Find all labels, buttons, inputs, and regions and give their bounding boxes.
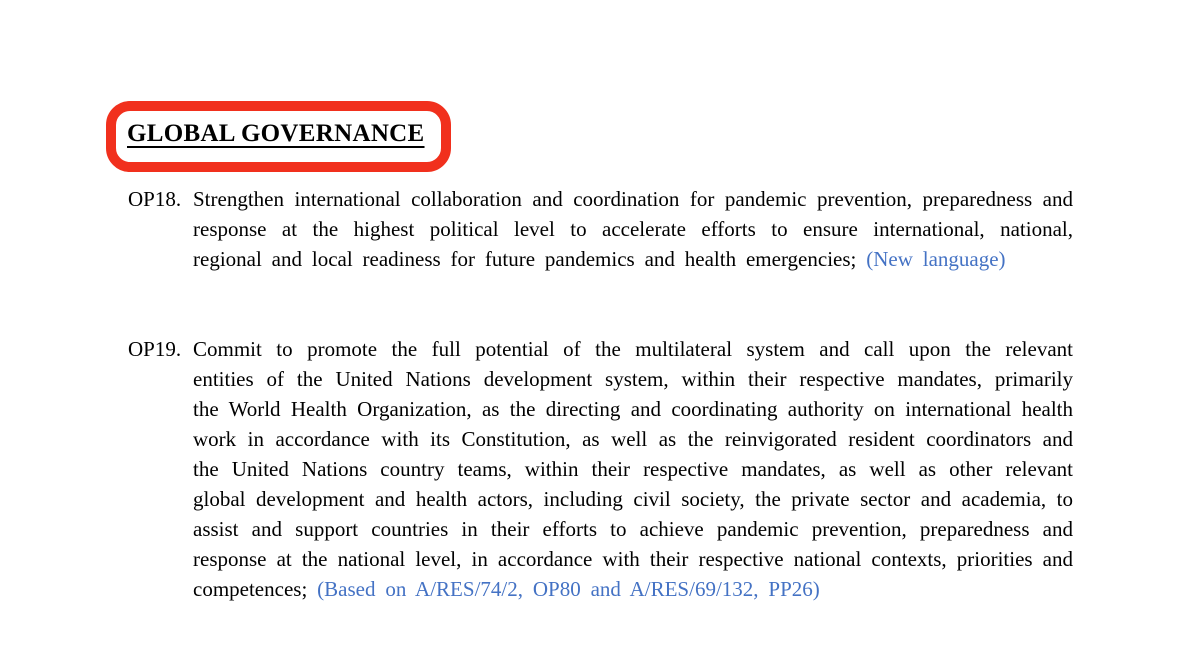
paragraph-op19	[128, 334, 1073, 604]
paragraph-op18-body	[193, 184, 1073, 274]
paragraph-op19-text: Commit to promote the full potential of the multilateral system and call upon the relevant entities of the United Nations development system, within their respective mandates, primarily the World Health Organization, as the directing and coordinating authority on international health work in accordance with its Constitution, as well as the reinvigorated resident coordinators and the United Nations country teams, within their respective mandates, as well as other relevant global development and health actors, including civil society, the private sector and academia, to assist and support countries in their efforts to achieve pandemic prevention, preparedness and response at the national level, in accordance with their respective national contexts, priorities and competences;	[193, 337, 1073, 601]
paragraph-op19-source-annotation: (Based on A/RES/74/2, OP80 and A/RES/69/132, PP26)	[317, 577, 820, 601]
paragraph-op18-text: Strengthen international collaboration and coordination for pandemic prevention, preparedness and response at the highest political level to accelerate efforts to ensure international, national, regional and local readiness for future pandemics and health emergencies;	[193, 187, 1073, 271]
section-heading: GLOBAL GOVERNANCE	[127, 120, 425, 147]
paragraph-op19-body	[193, 334, 1073, 604]
paragraph-number-op18: OP18.	[128, 187, 182, 211]
paragraph-op18	[128, 184, 1073, 274]
red-highlight-annotation-box	[106, 101, 451, 172]
paragraph-op18-source-annotation: (New language)	[866, 247, 1006, 271]
paragraph-number-op19: OP19.	[128, 337, 182, 361]
